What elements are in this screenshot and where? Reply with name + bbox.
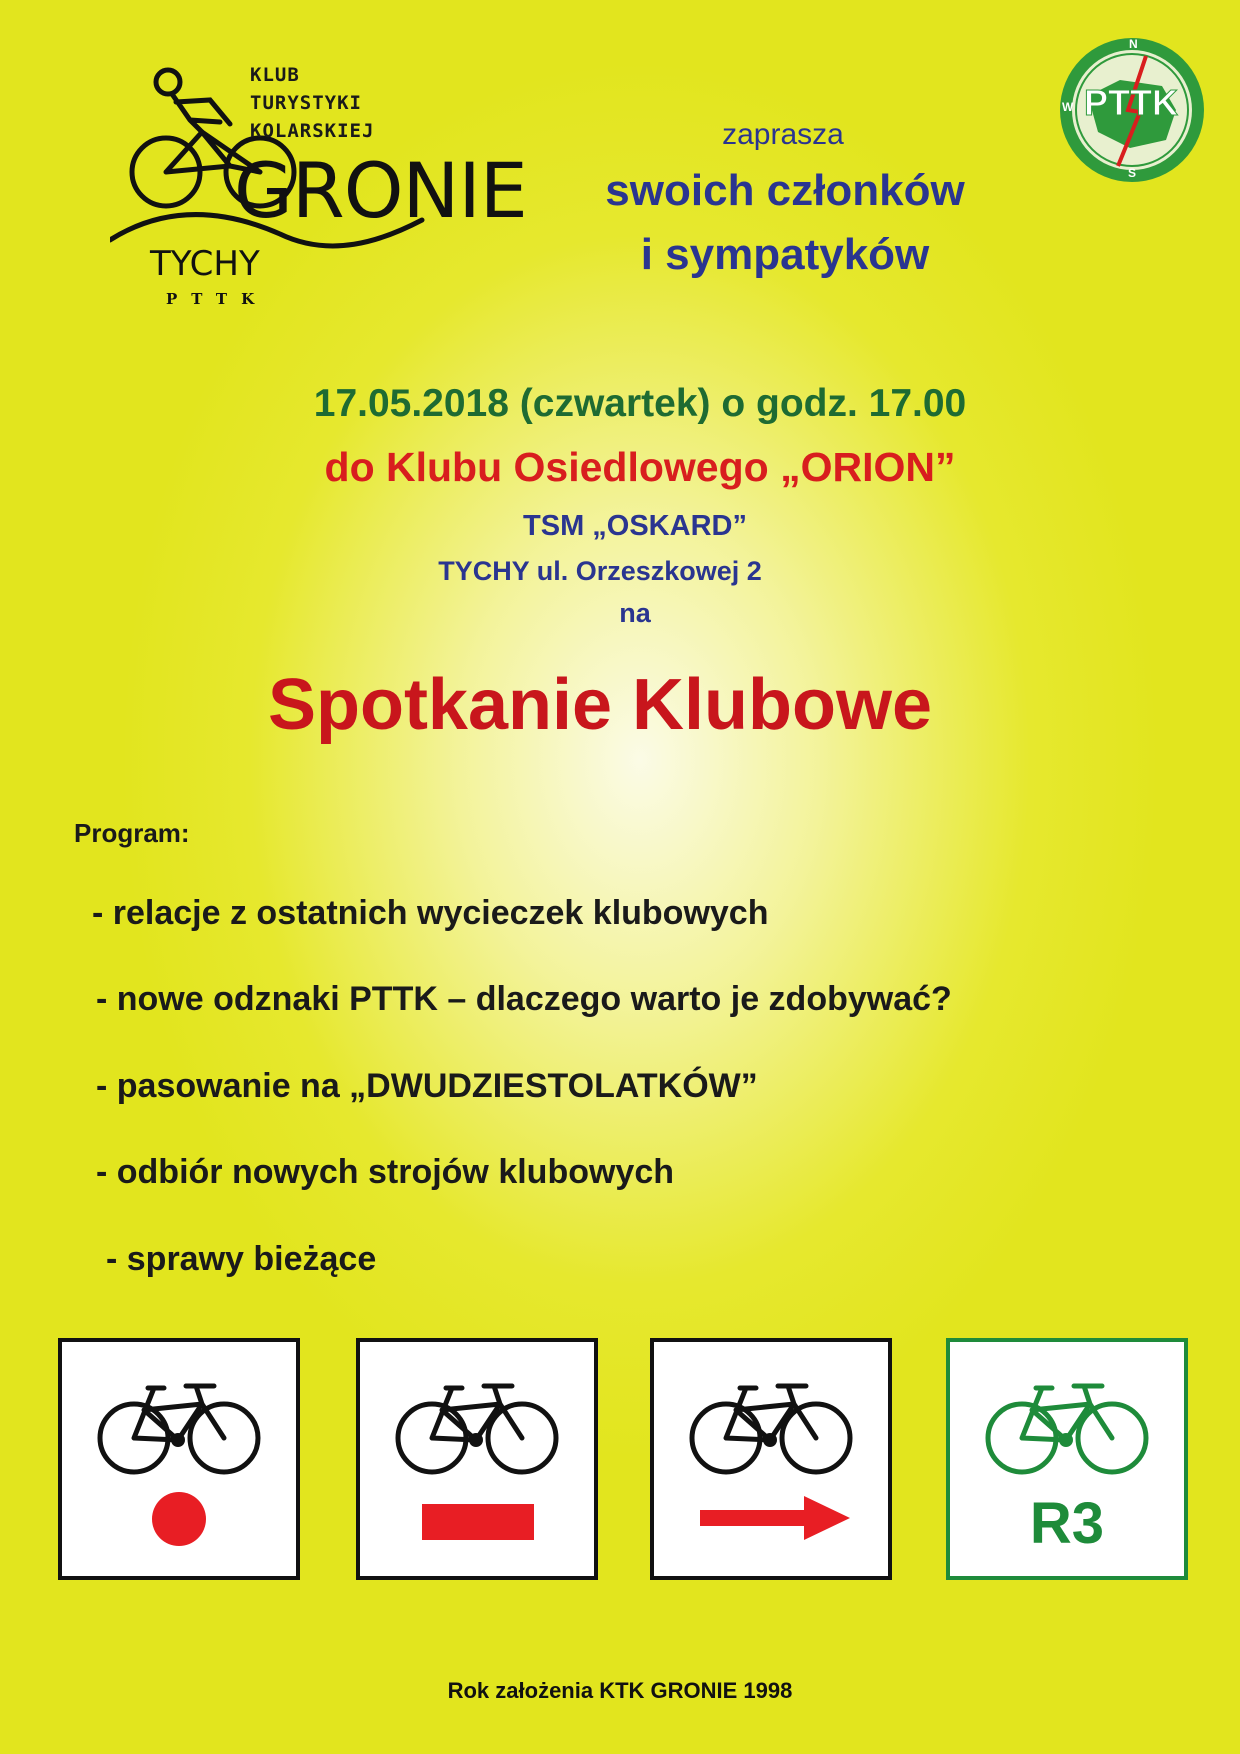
invite-line-1: zaprasza [722, 118, 844, 151]
logo-line-klub: KLUB [250, 64, 300, 86]
program-item: - pasowanie na „DWUDZIESTOLATKÓW” [96, 1067, 758, 1105]
bicycle-icon [654, 1342, 888, 1576]
red-dot-icon [152, 1492, 206, 1546]
trail-sign-red-bar [356, 1338, 598, 1580]
badge-w: W [1062, 100, 1074, 114]
program-item: - relacje z ostatnich wycieczek klubowych [92, 894, 769, 932]
trail-sign-red-dot [58, 1338, 300, 1580]
badge-s: S [1128, 166, 1137, 180]
r3-label: R3 [1029, 1491, 1105, 1556]
badge-text: PTTK [1084, 82, 1178, 123]
red-bar-icon [422, 1504, 534, 1540]
red-arrow-icon [700, 1496, 850, 1540]
logo-line-turystyki: TURYSTYKI [250, 92, 362, 114]
logo-line-kolarskiej: KOLARSKIEJ [250, 120, 375, 142]
event-date: 17.05.2018 (czwartek) o godz. 17.00 [313, 382, 967, 425]
invite-line-2: swoich członków [605, 166, 965, 215]
event-na: na [619, 598, 651, 628]
trail-sign-red-arrow [650, 1338, 892, 1580]
event-tsm: TSM „OSKARD” [523, 510, 747, 542]
logo-name: GRONIE [234, 146, 527, 235]
event-title: Spotkanie Klubowe [267, 665, 933, 745]
program-item: - sprawy bieżące [106, 1240, 377, 1278]
logo-city: TYCHY [150, 244, 260, 284]
trail-sign-r3 [946, 1338, 1188, 1580]
invite-line-3: i sympatyków [640, 230, 930, 279]
event-place: do Klubu Osiedlowego „ORION” [324, 444, 956, 490]
program-label: Program: [74, 818, 190, 848]
bicycle-icon [62, 1342, 296, 1576]
bicycle-icon [360, 1342, 594, 1576]
program-item: - odbiór nowych strojów klubowych [96, 1153, 675, 1191]
event-address: TYCHY ul. Orzeszkowej 2 [438, 556, 762, 586]
badge-n: N [1129, 37, 1138, 51]
logo-org: PTTK [166, 290, 269, 308]
footer-text: Rok założenia KTK GRONIE 1998 [447, 1678, 793, 1703]
program-item: - nowe odznaki PTTK – dlaczego warto je zdobywać? [96, 980, 952, 1018]
